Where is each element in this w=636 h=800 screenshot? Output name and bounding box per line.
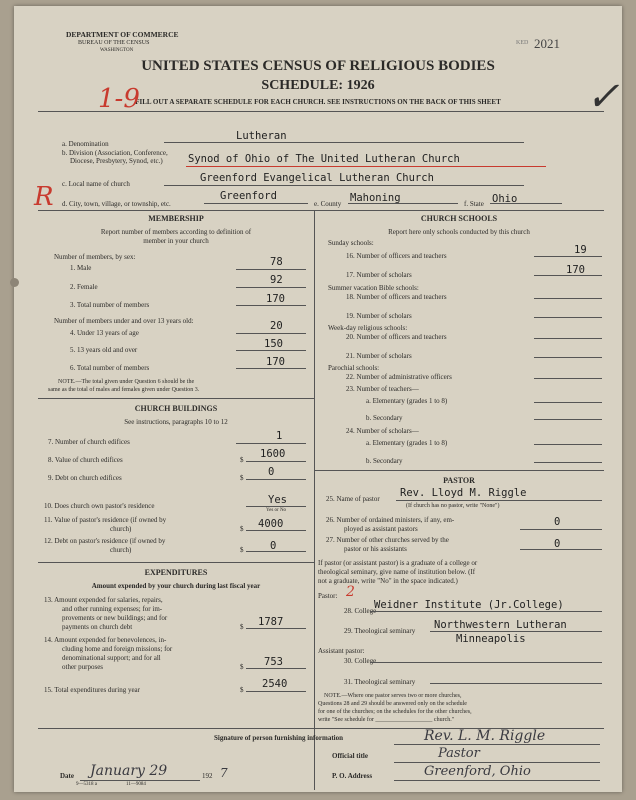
q3-label: 3. Total number of members <box>70 301 150 309</box>
q14-line-2: cluding home and foreign missions; for <box>62 645 173 653</box>
q22-label: 22. Number of administrative officers <box>346 373 452 381</box>
field-line <box>534 402 602 403</box>
punch-hole <box>10 278 19 287</box>
field-line <box>164 185 524 186</box>
q17-label: 17. Number of scholars <box>346 271 412 279</box>
q6-label: 6. Total number of members <box>70 364 150 372</box>
q8-label: 8. Value of church edifices <box>48 456 123 464</box>
field-line <box>236 269 306 270</box>
print-number: 11—9084 <box>126 782 146 787</box>
county-value: Mahoning <box>350 192 401 204</box>
field-line <box>430 631 602 632</box>
q14-value: 753 <box>264 656 283 668</box>
q29-value-2: Minneapolis <box>456 633 526 645</box>
pastor-title: PASTOR <box>443 476 475 485</box>
q21-label: 21. Number of scholars <box>346 352 412 360</box>
membership-title: MEMBERSHIP <box>148 214 204 223</box>
field-line <box>236 350 306 351</box>
dollar-sign: $ <box>240 456 244 464</box>
q17-value: 170 <box>566 264 585 276</box>
year-prefix: 192 <box>202 772 213 780</box>
field-line <box>80 780 200 781</box>
field-line <box>246 551 306 552</box>
q7-label: 7. Number of church edifices <box>48 438 130 446</box>
po-address-value: Greenford, Ohio <box>424 764 531 779</box>
official-title-value: Pastor <box>438 746 480 761</box>
weekday-label: Week-day religious schools: <box>328 324 408 332</box>
q8-value: 1600 <box>260 448 286 460</box>
q27-label-2: pastor or his assistants <box>344 545 407 553</box>
field-line <box>520 529 602 530</box>
check-mark: ✓ <box>586 74 620 120</box>
q19-label: 19. Number of scholars <box>346 312 412 320</box>
schools-title: CHURCH SCHOOLS <box>420 214 498 223</box>
instruction-line: FILL OUT A SEPARATE SCHEDULE FOR EACH CHURCH. SEE INSTRUCTIONS ON THE BACK OF THIS SHEET <box>135 98 501 106</box>
q23-label: 23. Number of teachers— <box>346 385 419 393</box>
q13-value: 1787 <box>258 616 284 628</box>
q25-value: Rev. Lloyd M. Riggle <box>400 487 527 499</box>
by-sex-label: Number of members, by sex: <box>54 253 136 261</box>
q12-label-1: 12. Debt on pastor's residence (if owned by <box>44 537 166 545</box>
q16-value: 19 <box>574 244 587 256</box>
field-line <box>394 744 600 745</box>
field-line <box>236 287 306 288</box>
q24-label: 24. Number of scholars— <box>346 427 419 435</box>
field-line <box>370 611 602 612</box>
denomination-value: Lutheran <box>236 130 287 142</box>
buildings-title: CHURCH BUILDINGS <box>134 404 218 413</box>
q14-line-4: other purposes <box>62 663 104 671</box>
field-line <box>534 338 602 339</box>
divider <box>38 111 604 112</box>
q4-label: 4. Under 13 years of age <box>70 329 139 337</box>
field-line <box>520 549 602 550</box>
q11-label-1: 11. Value of pastor's residence (if owned by <box>44 516 167 524</box>
vacation-label: Summer vacation Bible schools: <box>328 284 419 292</box>
denomination-label: a. Denomination <box>62 140 109 148</box>
field-line <box>164 142 524 143</box>
q26-value: 0 <box>554 516 561 528</box>
q12-label-2: church) <box>110 546 132 554</box>
q13-line-2: and other running expenses; for im- <box>62 605 163 613</box>
bureau: BUREAU OF THE CENSUS <box>78 40 150 46</box>
ked-mark: KED <box>516 40 529 46</box>
signature-label: Signature of person furnishing information <box>214 734 343 742</box>
field-line <box>246 479 306 480</box>
field-line <box>396 500 602 501</box>
serial-number: 2021 <box>534 36 560 51</box>
q14-line-1: 14. Amount expended for benevolences, in- <box>44 636 167 644</box>
q23b-label: b. Secondary <box>366 414 403 422</box>
field-line <box>534 357 602 358</box>
q23a-label: a. Elementary (grades 1 to 8) <box>366 397 448 405</box>
q15-label: 15. Total expenditures during year <box>44 686 140 694</box>
field-line <box>534 419 602 420</box>
church-name-label: c. Local name of church <box>62 180 130 188</box>
field-line <box>246 530 306 531</box>
q13-line-1: 13. Amount expended for salaries, repairs, <box>44 596 163 604</box>
po-address-label: P. O. Address <box>332 772 373 780</box>
field-line <box>236 443 306 444</box>
pastor-sub-label: Pastor: <box>318 592 338 600</box>
q1-value: 78 <box>270 256 283 268</box>
pastor-note-1: NOTE.—Where one pastor serves two or more churches, <box>324 693 462 699</box>
q2-value: 92 <box>270 274 283 286</box>
q11-value: 4000 <box>258 518 284 530</box>
membership-intro-1: Report number of members according to definition of <box>100 228 252 236</box>
field-line <box>348 203 458 204</box>
handwritten-r-mark: R <box>34 182 54 212</box>
expenditures-intro: Amount expended by your church during last fiscal year <box>91 582 261 590</box>
dollar-sign: $ <box>240 686 244 694</box>
pastor-note-4: write "See schedule for ___________________ church." <box>318 717 455 723</box>
field-line <box>490 203 562 204</box>
pastor-intro-1: If pastor (or assistant pastor) is a graduate of a college or <box>318 559 478 567</box>
pastor-mark: 2 <box>346 584 355 600</box>
field-line <box>430 683 602 684</box>
q3-value: 170 <box>266 293 285 305</box>
dollar-sign: $ <box>240 623 244 631</box>
field-line <box>534 462 602 463</box>
form-number: 9—5318 a <box>76 782 97 787</box>
expenditures-title: EXPENDITURES <box>144 568 208 577</box>
division-value: Synod of Ohio of The United Lutheran Church <box>188 153 460 165</box>
q26-label-2: ployed as assistant pastors <box>344 525 418 533</box>
page-title: UNITED STATES CENSUS OF RELIGIOUS BODIES <box>141 58 495 74</box>
schools-intro: Report here only schools conducted by this church <box>388 228 530 236</box>
year-suffix: 7 <box>220 766 228 780</box>
state-label: f. State <box>464 200 484 208</box>
membership-intro-2: member in your church <box>143 237 209 245</box>
city-value: Greenford <box>220 190 277 202</box>
field-line <box>534 256 602 257</box>
date-label: Date <box>60 772 74 780</box>
field-line <box>246 668 306 669</box>
q10-value: Yes <box>268 494 287 506</box>
section-divider <box>38 562 314 563</box>
city: WASHINGTON <box>100 48 134 53</box>
field-line <box>534 317 602 318</box>
q6-value: 170 <box>266 356 285 368</box>
field-line <box>394 780 600 781</box>
q5-value: 150 <box>264 338 283 350</box>
q20-label: 20. Number of officers and teachers <box>346 333 447 341</box>
buildings-intro: See instructions, paragraphs 10 to 12 <box>124 418 228 426</box>
q27-label-1: 27. Number of other churches served by the <box>326 536 449 544</box>
city-label: d. City, town, village, or township, etc. <box>62 200 171 208</box>
q13-line-3: provements or new buildings; and for <box>62 614 168 622</box>
division-label-1: b. Division (Association, Conference, <box>62 149 168 157</box>
q30-label: 30. College <box>344 657 377 665</box>
pastor-intro-3: not a graduate, write "No" in the space indicated.) <box>318 577 458 585</box>
field-line <box>186 166 546 167</box>
signature-value: Rev. L. M. Riggle <box>424 728 546 744</box>
field-line <box>204 203 308 204</box>
schedule-title: SCHEDULE: 1926 <box>261 78 375 93</box>
division-label-2: Diocese, Presbytery, Synod, etc.) <box>70 157 163 165</box>
county-label: e. County <box>314 200 342 208</box>
department: DEPARTMENT OF COMMERCE <box>66 30 179 39</box>
q11-label-2: church) <box>110 525 132 533</box>
q25-note: (If church has no pastor, write "None") <box>406 503 500 509</box>
pastor-note-3: for one of the churches; on the schedules for the other churches, <box>318 709 472 715</box>
membership-note-2: same as the total of males and females given under Question 3. <box>48 387 200 393</box>
field-line <box>246 691 306 692</box>
official-title-label: Official title <box>332 752 368 760</box>
handwritten-annotation: 1-9 <box>98 84 140 114</box>
q25-label: 25. Name of pastor <box>326 495 380 503</box>
q15-value: 2540 <box>262 678 288 690</box>
q24b-label: b. Secondary <box>366 457 403 465</box>
pastor-note-2: Questions 28 and 29 should be answered only on the schedule <box>318 701 467 707</box>
field-line <box>370 662 602 663</box>
section-divider <box>38 398 314 399</box>
section-divider <box>38 210 604 211</box>
q16-label: 16. Number of officers and teachers <box>346 252 447 260</box>
field-line <box>236 333 306 334</box>
field-line <box>394 762 600 763</box>
q12-value: 0 <box>270 540 277 552</box>
q28-label: 28. College <box>344 607 377 615</box>
age-groups-label: Number of members under and over 13 years old: <box>54 317 194 325</box>
field-line <box>534 275 602 276</box>
sunday-label: Sunday schools: <box>328 239 374 247</box>
field-line <box>236 305 306 306</box>
section-divider <box>314 470 604 471</box>
field-line <box>246 506 306 507</box>
state-value: Ohio <box>492 193 518 205</box>
census-form <box>14 6 622 792</box>
dollar-sign: $ <box>240 663 244 671</box>
column-divider <box>314 210 315 790</box>
q9-label: 9. Debt on church edifices <box>48 474 122 482</box>
q4-value: 20 <box>270 320 283 332</box>
pastor-intro-2: theological seminary, give name of institution below. (If <box>318 568 476 576</box>
q10-label: 10. Does church own pastor's residence <box>44 502 155 510</box>
field-line <box>246 461 306 462</box>
q2-label: 2. Female <box>70 283 98 291</box>
q27-value: 0 <box>554 538 561 550</box>
field-line <box>246 628 306 629</box>
q31-label: 31. Theological seminary <box>344 678 416 686</box>
q29-label: 29. Theological seminary <box>344 627 416 635</box>
q18-label: 18. Number of officers and teachers <box>346 293 447 301</box>
assistant-label: Assistant pastor: <box>318 647 365 655</box>
q28-value: Weidner Institute (Jr.College) <box>374 599 564 611</box>
q9-value: 0 <box>268 466 275 478</box>
q13-line-4: payments on church debt <box>62 623 133 631</box>
q1-label: 1. Male <box>70 264 92 272</box>
field-line <box>534 444 602 445</box>
field-line <box>236 368 306 369</box>
q26-label-1: 26. Number of ordained ministers, if any, em- <box>326 516 455 524</box>
dollar-sign: $ <box>240 474 244 482</box>
q7-value: 1 <box>276 430 283 442</box>
date-value: January 29 <box>90 763 168 779</box>
field-line <box>534 378 602 379</box>
parochial-label: Parochial schools: <box>328 364 380 372</box>
membership-note-1: NOTE.—The total given under Question 6 should be the <box>58 379 195 385</box>
church-name-value: Greenford Evangelical Lutheran Church <box>200 172 434 184</box>
q24a-label: a. Elementary (grades 1 to 8) <box>366 439 448 447</box>
q14-line-3: denominational support; and for all <box>62 654 161 662</box>
field-line <box>534 298 602 299</box>
q5-label: 5. 13 years old and over <box>70 346 138 354</box>
yes-no-hint: Yes or No <box>266 508 287 513</box>
dollar-sign: $ <box>240 525 244 533</box>
q29-value-1: Northwestern Lutheran <box>434 619 567 631</box>
dollar-sign: $ <box>240 546 244 554</box>
